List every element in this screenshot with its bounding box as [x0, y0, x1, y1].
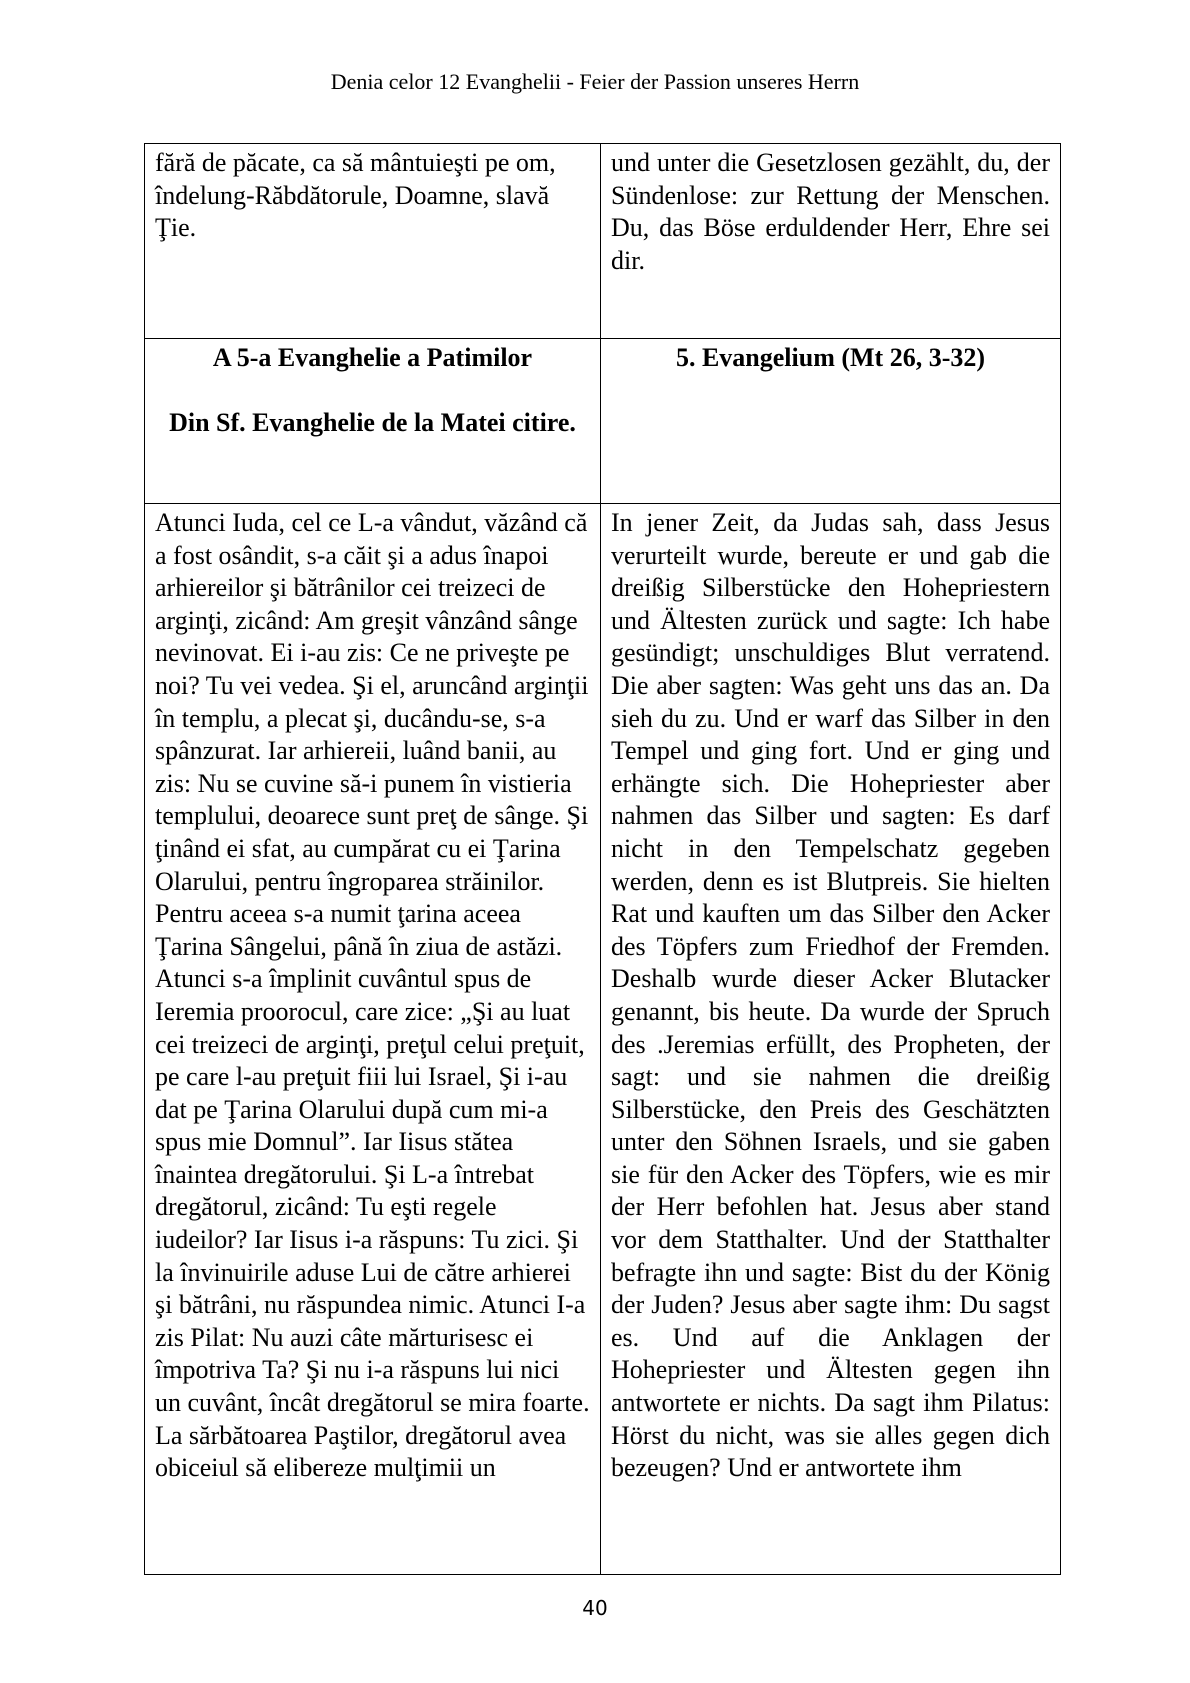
german-heading-title: 5. Evangelium (Mt 26, 3-32)	[675, 343, 986, 372]
german-cell: und unter die Gesetzlosen gezählt, du, der Sündenlose: zur Rettung der Menschen. Du, das Böse erduldender Herr, Ehre sei dir.	[601, 144, 1061, 339]
table-row	[145, 339, 1061, 504]
page-number: 40	[582, 1596, 608, 1620]
table-row	[145, 504, 1061, 1575]
page-header: Denia celor 12 Evanghelii - Feier der Passion unseres Herrn	[330, 69, 860, 94]
table-row	[145, 144, 1061, 339]
romanian-heading-subtitle: Din Sf. Evanghelie de la Matei citire.	[169, 407, 576, 437]
german-heading-cell	[601, 339, 1061, 504]
bilingual-table	[144, 143, 1061, 1575]
german-cell: In jener Zeit, da Judas sah, dass Jesus verurteilt wurde, bereute er und gab die dreißig Silberstücke den Hohepriestern und Ältesten zurück und sagte: Ich habe gesündigt; unschuldiges Blut verratend. Die aber sagten: Was geht uns das an. Da sieh du zu. Und er warf das Silber in den Tempel und ging fort. Und er ging und erhängte sich. Die Hohepriester aber nahmen das Silber und sagten: Es darf nicht in den Tempelschatz gegeben werden, denn es ist Blutpreis. Sie hielten Rat und kauften um das Silber den Acker des Töpfers zum Friedhof der Fremden. Deshalb wurde dieser Acker Blutacker genannt, bis heute. Da wurde der Spruch des .Jeremias erfüllt, des Propheten, der sagt: und sie nahmen die dreißig Silberstücke, den Preis des Geschätzten unter den Söhnen Israels, und sie gaben sie für den Acker des Töpfers, wie es mir der Herr befohlen hat. Jesus aber stand vor dem Statthalter. Und der Statthalter befragte ihn und sagte: Bist du der König der Juden? Jesus aber sagte ihm: Du sagst es. Und auf die Anklagen der Hohepriester und Ältesten gegen ihn antwortete er nichts. Da sagt ihm Pilatus: Hörst du nicht, was sie alles gegen dich bezeugen? Und er antwortete ihm	[601, 504, 1061, 1575]
romanian-heading-title: A 5-a Evanghelie a Patimilor	[212, 343, 533, 372]
romanian-cell: Atunci Iuda, cel ce L-a vândut, văzând că a fost osândit, s-a căit şi a adus înapoi arhiereilor şi bătrânilor cei treizeci de arginţi, zicând: Am greşit vânzând sânge nevinovat. Ei i-au zis: Ce ne priveşte pe noi? Tu vei vedea. Şi el, aruncând arginţii în templu, a plecat şi, ducându-se, s-a spânzurat. Iar arhiereii, luând banii, au zis: Nu se cuvine să-i punem în vistieria templului, deoarece sunt preţ de sânge. Şi ţinând ei sfat, au cumpărat cu ei Ţarina Olarului, pentru îngroparea străinilor. Pentru aceea s-a numit ţarina aceea Ţarina Sângelui, până în ziua de astăzi. Atunci s-a împlinit cuvântul spus de Ieremia proorocul, care zice: „Şi au luat cei treizeci de arginţi, preţul celui preţuit, pe care l-au preţuit fiii lui Israel, Şi i-au dat pe Ţarina Olarului după cum mi-a spus mie Domnul”. Iar Iisus stătea înaintea dregătorului. Şi L-a întrebat dregătorul, zicând: Tu eşti regele iudeilor? Iar Iisus i-a răspuns: Tu zici. Şi la învinuirile aduse Lui de către arhierei şi bătrâni, nu răspundea nimic. Atunci I-a zis Pilat: Nu auzi câte mărturisesc ei împotriva Ta? Şi nu i-a răspuns lui nici un cuvânt, încât dregătorul se mira foarte. La sărbătoarea Paştilor, dregătorul avea obiceiul să elibereze mulţimii un	[145, 504, 601, 1575]
romanian-cell: fără de păcate, ca să mântuieşti pe om, îndelung-Răbdătorule, Doamne, slavă Ţie.	[145, 144, 601, 339]
romanian-heading-cell	[145, 339, 601, 504]
